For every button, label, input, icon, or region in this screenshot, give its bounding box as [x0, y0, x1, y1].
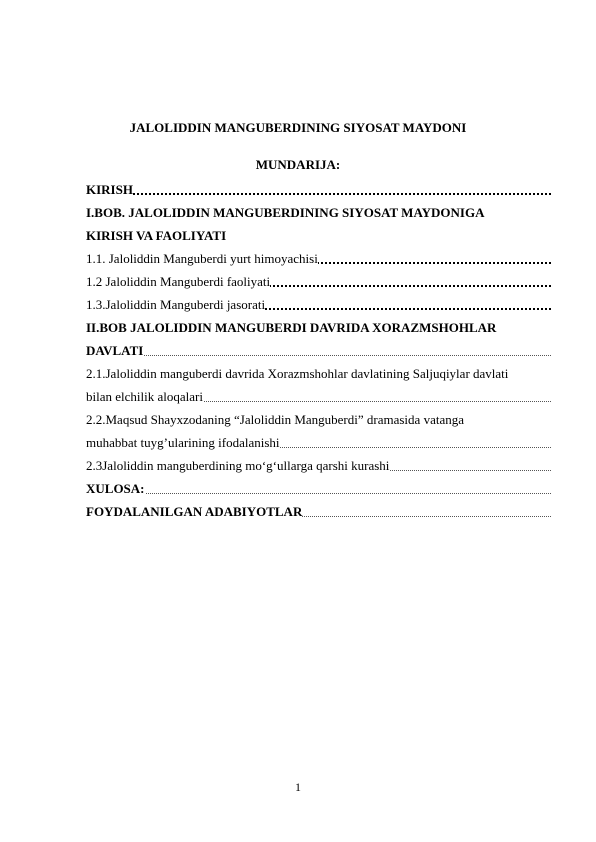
- toc-entry: [86, 362, 551, 385]
- toc-entry-text: 2.2.Maqsud Shayxzodaning “Jaloliddin Manguberdi” dramasida vatanga: [86, 412, 464, 427]
- toc-entry: [86, 316, 551, 339]
- toc-entry: [86, 339, 551, 362]
- toc-entry: [86, 178, 551, 201]
- dot-leader: [86, 492, 551, 494]
- toc-entry-text: DAVLATI: [86, 343, 144, 358]
- toc-entry-text: bilan elchilik aloqalari: [86, 389, 203, 404]
- dot-leader: [86, 354, 551, 356]
- contents-heading: MUNDARIJA:: [255, 157, 341, 172]
- toc-entry-text: KIRISH VA FAOLIYATI: [86, 228, 227, 243]
- toc-entry-text: FOYDALANILGAN ADABIYOTLAR: [86, 504, 303, 519]
- toc-entry: [86, 454, 551, 477]
- toc-entry: [86, 385, 551, 408]
- toc-entry-text: KIRISH: [86, 182, 133, 197]
- toc-entry: [86, 224, 551, 247]
- toc-entry: [86, 500, 551, 523]
- toc-entry: [86, 293, 551, 316]
- toc-entry: [86, 201, 551, 224]
- toc-entry-text: II.BOB JALOLIDDIN MANGUBERDI DAVRIDA XORAZMSHOHLAR: [86, 320, 497, 335]
- toc-entry-text: 1.2 Jaloliddin Manguberdi faoliyati: [86, 274, 271, 289]
- dot-leader: [86, 192, 551, 195]
- toc-entry: [86, 477, 551, 500]
- toc-entry-text: 2.1.Jaloliddin manguberdi davrida Xorazmshohlar davlatining Saljuqiylar davlati: [86, 366, 509, 381]
- toc-entry-text: 1.1. Jaloliddin Manguberdi yurt himoyachisi: [86, 251, 318, 266]
- toc-entry-text: 1.3.Jaloliddin Manguberdi jasorati: [86, 297, 266, 312]
- document-title: JALOLIDDIN MANGUBERDINING SIYOSAT MAYDONI: [129, 120, 467, 135]
- toc-entry: [86, 431, 551, 454]
- toc-entry-text: muhabbat tuyg’ularining ifodalanishi: [86, 435, 280, 450]
- page-number: 1: [295, 780, 301, 794]
- toc-entry-text: 2.3Jaloliddin manguberdining mo‘g‘ullarga qarshi kurashi: [86, 458, 390, 473]
- toc-entry: [86, 408, 551, 431]
- toc-entry: [86, 270, 551, 293]
- toc-entry-text: XULOSA:: [86, 481, 145, 496]
- toc-entry-text: I.BOB. JALOLIDDIN MANGUBERDINING SIYOSAT MAYDONIGA: [86, 205, 485, 220]
- table-of-contents: [86, 178, 551, 523]
- toc-entry: [86, 247, 551, 270]
